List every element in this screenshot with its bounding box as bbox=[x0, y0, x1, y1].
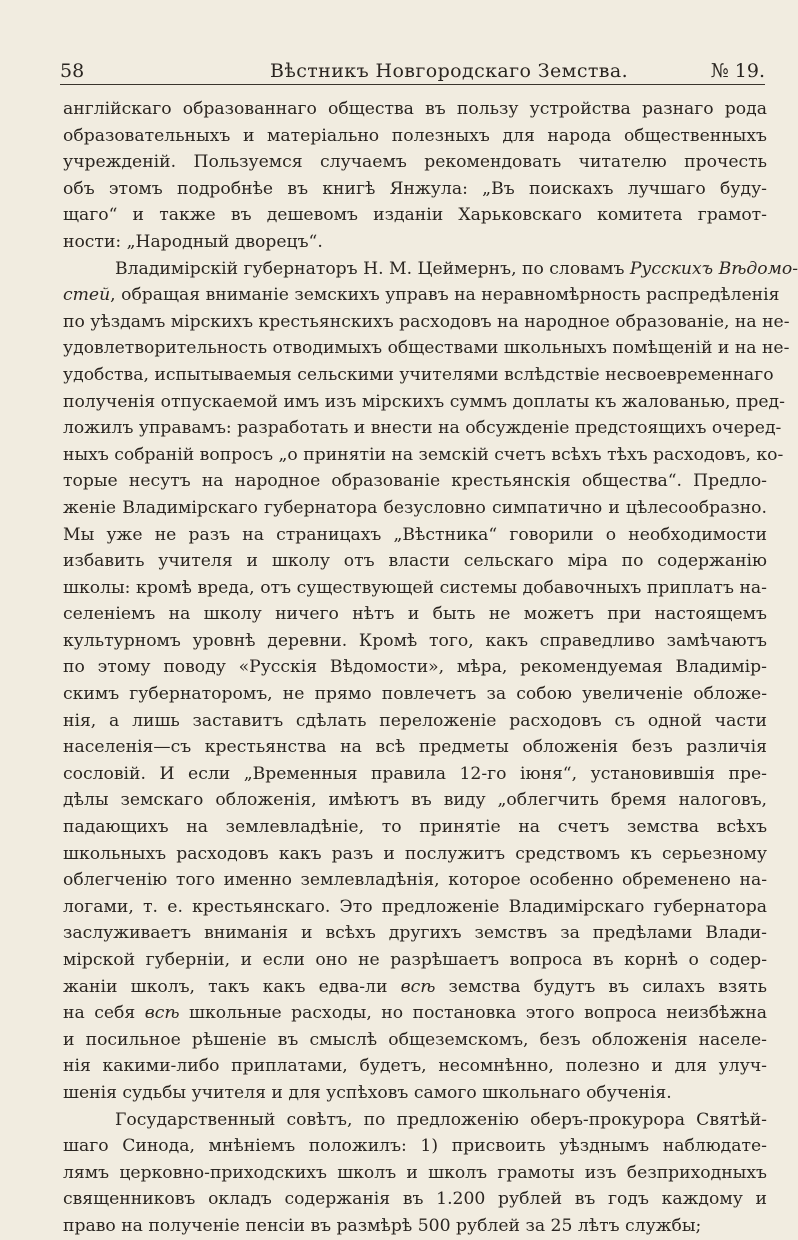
text-span: дѣлы земскаго обложенія, имѣютъ въ виду „облегчить бремя налоговъ, bbox=[63, 790, 767, 811]
text-line bbox=[63, 309, 790, 336]
text-span: учрежденій. Пользуемся случаемъ рекомендовать читателю прочесть bbox=[63, 152, 767, 173]
text-span: торые несутъ на народное образованіе крестьянскія общества“. Предло- bbox=[63, 471, 767, 492]
paragraph bbox=[63, 96, 767, 256]
text-span: по этому поводу «Русскія Вѣдомости», мѣра, рекомендуемая Владимір- bbox=[63, 657, 767, 678]
text-span: нія, а лишь заставитъ сдѣлать переложеніе расходовъ съ одной части bbox=[63, 710, 767, 731]
text-span: нія какими-либо приплатами, будетъ, несомнѣнно, полезно и для улуч- bbox=[63, 1056, 767, 1077]
text-span: женіе Владимірскаго губернатора безусловно симпатично и цѣлесообразно. bbox=[63, 497, 767, 518]
italic-text: стей bbox=[63, 285, 111, 306]
text-span: падающихъ на землевладѣніе, то принятіе на счетъ земства всѣхъ bbox=[63, 817, 767, 838]
text-span: англійскаго образованнаго общества въ пользу устройства разнаго рода bbox=[63, 99, 767, 119]
text-line bbox=[63, 628, 767, 655]
text-line bbox=[63, 282, 780, 309]
text-line bbox=[63, 1160, 767, 1187]
text-line bbox=[63, 1053, 767, 1080]
page-number: 58 bbox=[60, 60, 85, 82]
text-line bbox=[63, 256, 798, 283]
text-span: населенія—съ крестьянства на всѣ предметы обложенія безъ различія bbox=[63, 737, 767, 758]
text-span: ности: „Народный дворецъ“. bbox=[63, 231, 323, 252]
text-span: логами, т. е. крестьянскаго. Это предложеніе Владимірскаго губернатора bbox=[63, 896, 767, 917]
text-line bbox=[63, 468, 767, 495]
text-line bbox=[63, 442, 784, 469]
text-line bbox=[63, 202, 767, 229]
italic-text: всѣ bbox=[144, 1003, 180, 1024]
text-line bbox=[63, 362, 774, 389]
text-span: шенія судьбы учителя и для успѣховъ самого школьнаго обученія. bbox=[63, 1082, 672, 1103]
text-line bbox=[63, 1213, 767, 1240]
text-span: образовательныхъ и матеріально полезныхъ для народа общественныхъ bbox=[63, 125, 767, 146]
text-line bbox=[63, 415, 782, 442]
text-line bbox=[63, 814, 767, 841]
text-line bbox=[63, 389, 785, 416]
text-span: избавить учителя и школу отъ власти сельскаго міра по содержанію bbox=[63, 551, 767, 572]
text-span: мірской губерніи, и если оно не разрѣшаетъ вопроса въ корнѣ о содер- bbox=[63, 950, 767, 970]
text-line bbox=[63, 601, 767, 628]
text-span: полученія отпускаемой имъ изъ мірскихъ суммъ доплаты къ жалованью, пред- bbox=[63, 391, 785, 412]
text-line bbox=[63, 841, 767, 868]
text-line bbox=[63, 1000, 767, 1027]
text-line bbox=[63, 1027, 767, 1054]
text-line bbox=[63, 548, 767, 575]
text-span: удовлетворительность отводимыхъ обществами школьныхъ помѣщеній и на не- bbox=[63, 338, 790, 359]
text-span: ныхъ собраній вопросъ „о принятіи на земскій счетъ всѣхъ тѣхъ расходовъ, ко- bbox=[63, 444, 784, 465]
text-span: по уѣздамъ мірскихъ крестьянскихъ расходовъ на народное образованіе, на не- bbox=[63, 311, 790, 332]
text-span: ложилъ управамъ: разработать и внести на обсужденіе предстоящихъ очеред- bbox=[63, 418, 782, 439]
text-line bbox=[63, 1080, 767, 1107]
body-text bbox=[63, 96, 798, 1240]
text-line bbox=[63, 894, 767, 921]
text-line bbox=[63, 335, 790, 362]
running-header bbox=[60, 58, 765, 85]
text-span: школьные расходы, но постановка этого вопроса неизбѣжна bbox=[179, 1003, 767, 1024]
text-line bbox=[63, 229, 767, 256]
text-span: на себя bbox=[63, 1003, 145, 1024]
text-span: заслуживаетъ вниманія и всѣхъ другихъ земствъ за предѣлами Влади- bbox=[63, 923, 767, 944]
text-span: жаніи школъ, такъ какъ едва-ли bbox=[63, 976, 401, 997]
issue-number: № 19. bbox=[710, 60, 765, 82]
text-span: Мы уже не разъ на страницахъ „Вѣстника“ говорили о необходимости bbox=[63, 524, 767, 545]
text-span: Государственный совѣтъ, по предложенію оберъ-прокурора Святѣй- bbox=[115, 1109, 767, 1130]
text-line bbox=[63, 1133, 767, 1160]
text-line bbox=[63, 1186, 767, 1213]
text-span: щаго“ и также въ дешевомъ изданіи Харьковскаго комитета грамот- bbox=[63, 205, 767, 226]
text-span: сословій. И если „Временныя правила 12-го іюня“, установившія пре- bbox=[63, 763, 767, 784]
text-line bbox=[63, 974, 767, 1001]
text-line bbox=[63, 867, 767, 894]
text-line bbox=[63, 495, 767, 522]
text-line bbox=[63, 522, 767, 549]
text-span: селеніемъ на школу ничего нѣтъ и быть не можетъ при настоящемъ bbox=[63, 604, 767, 625]
text-line bbox=[63, 947, 767, 974]
text-span: право на полученіе пенсіи въ размѣрѣ 500 рублей за 25 лѣтъ службы; bbox=[63, 1215, 702, 1236]
text-line bbox=[63, 734, 767, 761]
text-span: Владимірскій губернаторъ Н. М. Цеймернъ, по словамъ bbox=[115, 258, 630, 279]
paragraph bbox=[63, 1107, 767, 1240]
text-line bbox=[63, 575, 767, 602]
text-line bbox=[63, 920, 767, 947]
paragraph bbox=[63, 256, 798, 1107]
italic-text: всѣ bbox=[400, 976, 436, 997]
text-span: облегченію того именно землевладѣнія, которое особенно обременено на- bbox=[63, 870, 767, 891]
text-span: культурномъ уровнѣ деревни. Кромѣ того, какъ справедливо замѣчаютъ bbox=[63, 630, 767, 651]
text-span: , обращая вниманіе земскихъ управъ на неравномѣрность распредѣленія bbox=[110, 285, 780, 306]
text-span: лямъ церковно-приходскихъ школъ и школъ грамоты изъ безприходныхъ bbox=[63, 1162, 767, 1183]
text-span: священниковъ окладъ содержанія въ 1.200 рублей въ годъ каждому и bbox=[63, 1189, 767, 1210]
text-line bbox=[63, 96, 767, 123]
text-span: скимъ губернаторомъ, не прямо повлечетъ за собою увеличеніе обложе- bbox=[63, 684, 767, 705]
text-span: школьныхъ расходовъ какъ разъ и послужитъ средствомъ къ серьезному bbox=[63, 843, 767, 864]
text-line bbox=[63, 123, 767, 150]
text-line bbox=[63, 176, 767, 203]
text-span: удобства, испытываемыя сельскими учителями вслѣдствіе несвоевременнаго bbox=[63, 364, 774, 385]
text-line bbox=[63, 1107, 767, 1134]
text-line bbox=[63, 708, 767, 735]
text-line bbox=[63, 654, 767, 681]
text-span: школы: кромѣ вреда, отъ существующей системы добавочныхъ приплатъ на- bbox=[63, 577, 767, 598]
text-line bbox=[63, 761, 767, 788]
text-span: объ этомъ подробнѣе въ книгѣ Янжула: „Въ поискахъ лучшаго буду- bbox=[63, 178, 767, 199]
italic-text: Русскихъ Вѣдомо- bbox=[629, 258, 798, 279]
text-line bbox=[63, 681, 767, 708]
text-span: и посильное рѣшеніе въ смыслѣ общеземскомъ, безъ обложенія населе- bbox=[63, 1029, 767, 1050]
text-span: земства будутъ въ силахъ взять bbox=[435, 976, 767, 997]
text-span: шаго Синода, мнѣніемъ положилъ: 1) присвоить уѣзднымъ наблюдате- bbox=[63, 1136, 767, 1157]
text-line bbox=[63, 149, 767, 176]
text-line bbox=[63, 787, 767, 814]
journal-title: Вѣстникъ Новгородскаго Земства. bbox=[270, 60, 629, 82]
